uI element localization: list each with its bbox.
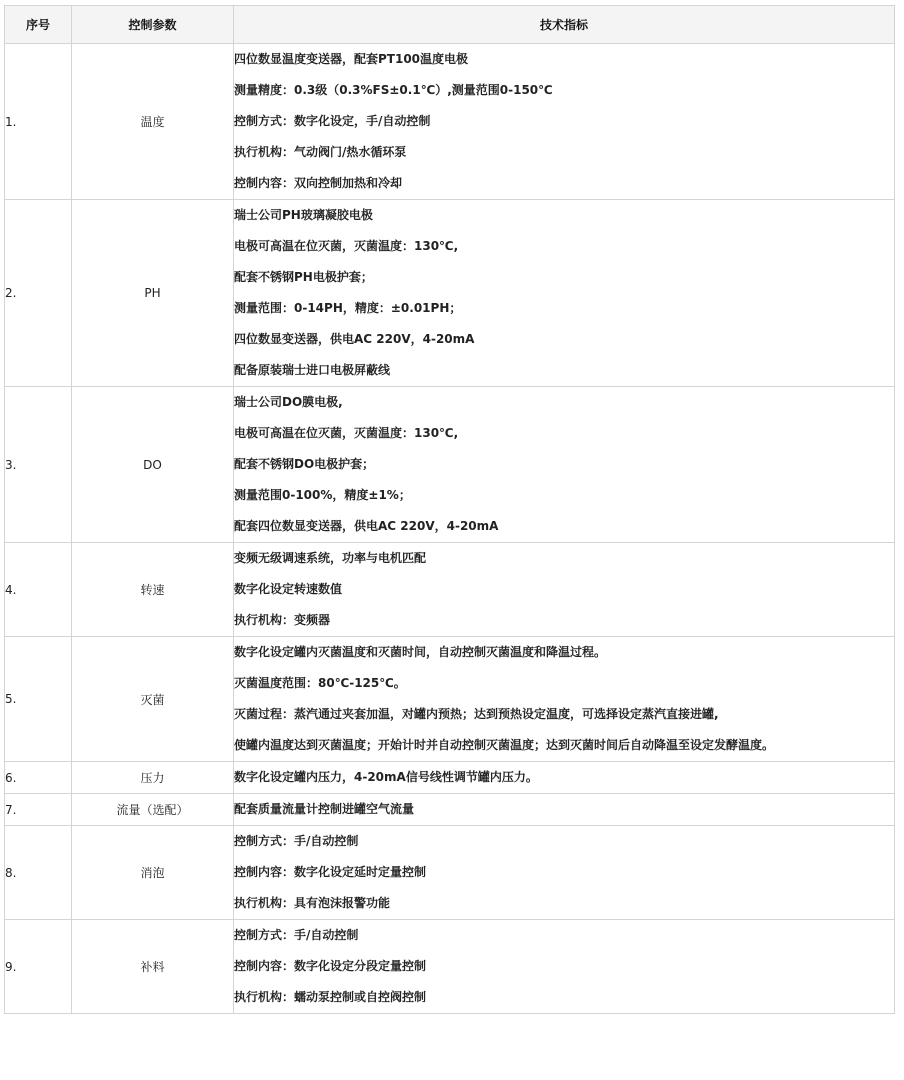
spec-line: 四位数显变送器，供电AC 220V，4-20mA bbox=[234, 332, 475, 346]
table-body bbox=[5, 44, 895, 1014]
spec-line: 执行机构：气动阀门/热水循环泵 bbox=[234, 145, 407, 159]
table-row bbox=[5, 44, 895, 200]
spec-line: 控制内容：双向控制加热和冷却 bbox=[234, 176, 403, 190]
spec-line: 变频无级调速系统，功率与电机匹配 bbox=[234, 551, 427, 565]
row-number: 4. bbox=[5, 543, 72, 637]
table-row bbox=[5, 920, 895, 1014]
spec-line: 使罐内温度达到灭菌温度；开始计时并自动控制灭菌温度；达到灭菌时间后自动降温至设定发酵温度。 bbox=[234, 738, 775, 752]
spec-line: 控制内容：数字化设定延时定量控制 bbox=[234, 865, 427, 879]
control-parameter: 消泡 bbox=[72, 826, 234, 920]
spec-line: 数字化设定罐内灭菌温度和灭菌时间，自动控制灭菌温度和降温过程。 bbox=[234, 645, 607, 659]
spec-line: 控制内容：数字化设定分段定量控制 bbox=[234, 959, 427, 973]
spec-cell bbox=[234, 794, 895, 826]
row-number: 2. bbox=[5, 200, 72, 387]
spec-line: 瑞士公司PH玻璃凝胶电极 bbox=[234, 208, 373, 222]
spec-line: 电极可高温在位灭菌，灭菌温度：130℃, bbox=[234, 239, 459, 253]
spec-line: 测量范围0-100%，精度±1%； bbox=[234, 488, 411, 502]
spec-line: 配套四位数显变送器，供电AC 220V，4-20mA bbox=[234, 519, 499, 533]
spec-cell bbox=[234, 200, 895, 387]
spec-cell bbox=[234, 387, 895, 543]
spec-line: 电极可高温在位灭菌，灭菌温度：130℃, bbox=[234, 426, 459, 440]
control-parameter: 补料 bbox=[72, 920, 234, 1014]
spec-cell bbox=[234, 637, 895, 762]
control-parameter: 流量（选配） bbox=[72, 794, 234, 826]
spec-line: 控制方式：数字化设定，手/自动控制 bbox=[234, 114, 431, 128]
spec-cell bbox=[234, 826, 895, 920]
spec-line: 测量范围：0-14PH，精度：±0.01PH； bbox=[234, 301, 462, 315]
row-number: 7. bbox=[5, 794, 72, 826]
table-row bbox=[5, 387, 895, 543]
row-number: 5. bbox=[5, 637, 72, 762]
control-parameter: 转速 bbox=[72, 543, 234, 637]
table-row bbox=[5, 762, 895, 794]
header-param: 控制参数 bbox=[72, 6, 234, 44]
table-row bbox=[5, 794, 895, 826]
spec-line: 配套不锈钢DO电极护套； bbox=[234, 457, 375, 471]
spec-line: 四位数显温度变送器，配套PT100温度电极 bbox=[234, 52, 469, 66]
control-parameter: 压力 bbox=[72, 762, 234, 794]
control-parameter: 灭菌 bbox=[72, 637, 234, 762]
spec-line: 控制方式：手/自动控制 bbox=[234, 834, 359, 848]
spec-line: 灭菌温度范围：80℃-125℃。 bbox=[234, 676, 406, 690]
spec-line: 执行机构：具有泡沫报警功能 bbox=[234, 896, 391, 910]
spec-line: 控制方式：手/自动控制 bbox=[234, 928, 359, 942]
row-number: 3. bbox=[5, 387, 72, 543]
table-row bbox=[5, 826, 895, 920]
spec-line: 数字化设定罐内压力，4-20mA信号线性调节罐内压力。 bbox=[234, 770, 538, 784]
control-parameter: 温度 bbox=[72, 44, 234, 200]
spec-line: 配备原装瑞士进口电极屏蔽线 bbox=[234, 363, 391, 377]
table-row bbox=[5, 543, 895, 637]
header-spec: 技术指标 bbox=[234, 6, 895, 44]
spec-line: 瑞士公司DO膜电极, bbox=[234, 395, 343, 409]
spec-line: 配套质量流量计控制进罐空气流量 bbox=[234, 802, 415, 816]
spec-table bbox=[4, 5, 895, 1014]
spec-line: 数字化设定转速数值 bbox=[234, 582, 343, 596]
spec-line: 执行机构：蠕动泵控制或自控阀控制 bbox=[234, 990, 427, 1004]
spec-cell bbox=[234, 543, 895, 637]
spec-cell bbox=[234, 44, 895, 200]
spec-cell bbox=[234, 762, 895, 794]
control-parameter: PH bbox=[72, 200, 234, 387]
table-header bbox=[5, 6, 895, 44]
row-number: 6. bbox=[5, 762, 72, 794]
spec-line: 执行机构：变频器 bbox=[234, 613, 331, 627]
control-parameter: DO bbox=[72, 387, 234, 543]
row-number: 8. bbox=[5, 826, 72, 920]
row-number: 1. bbox=[5, 44, 72, 200]
spec-line: 配套不锈钢PH电极护套； bbox=[234, 270, 373, 284]
table-row bbox=[5, 637, 895, 762]
spec-cell bbox=[234, 920, 895, 1014]
table-row bbox=[5, 200, 895, 387]
header-row bbox=[5, 6, 895, 44]
spec-line: 测量精度：0.3级（0.3%FS±0.1℃）,测量范围0-150℃ bbox=[234, 83, 553, 97]
spec-line: 灭菌过程：蒸汽通过夹套加温，对罐内预热；达到预热设定温度，可选择设定蒸汽直接进罐, bbox=[234, 707, 719, 721]
row-number: 9. bbox=[5, 920, 72, 1014]
header-no: 序号 bbox=[5, 6, 72, 44]
